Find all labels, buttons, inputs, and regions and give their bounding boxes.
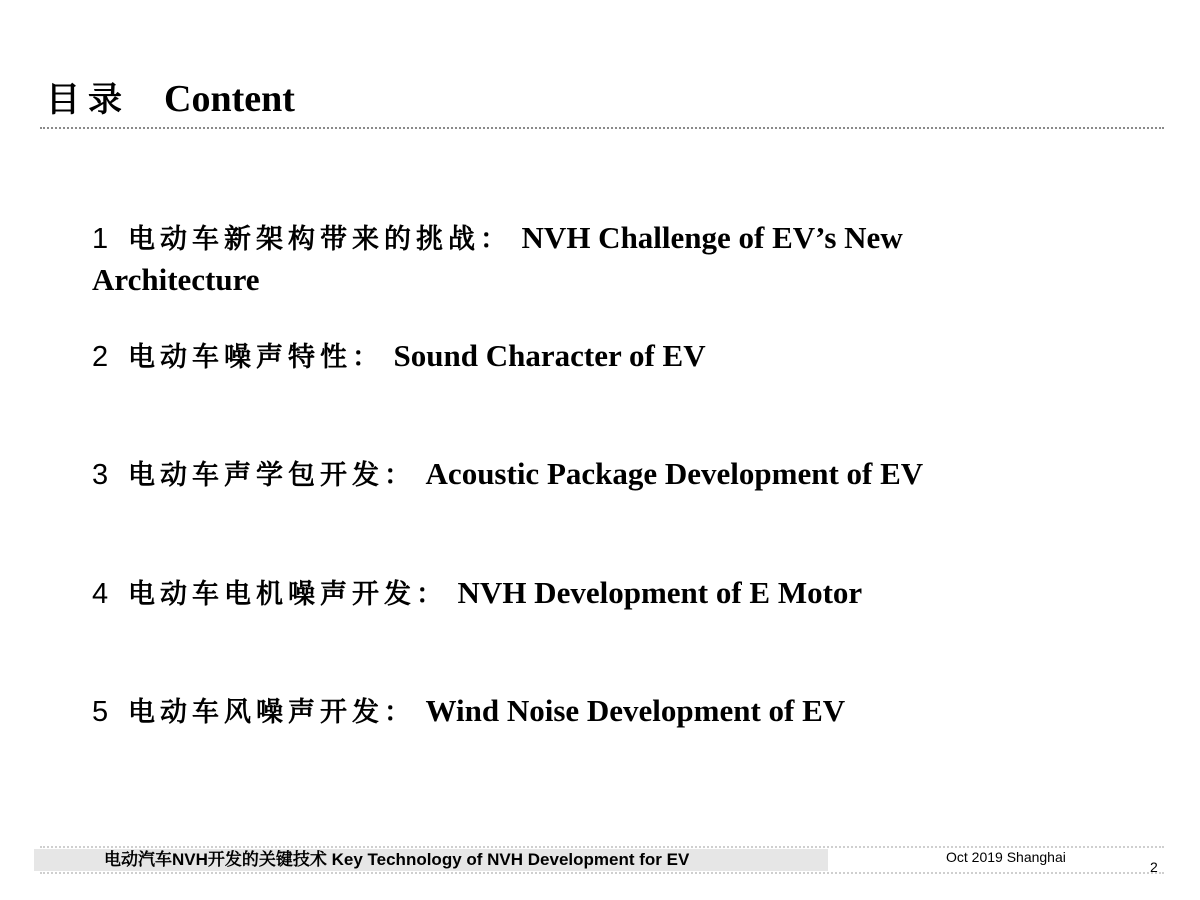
toc-item-number: 1 bbox=[92, 223, 109, 255]
toc-item-number: 4 bbox=[92, 578, 109, 610]
toc-item-chinese: 电动车声学包开发： bbox=[128, 460, 416, 491]
toc-item-5 bbox=[92, 691, 992, 733]
toc-item-english: Wind Noise Development of EV bbox=[425, 693, 846, 728]
footer-divider-bottom bbox=[40, 872, 1164, 874]
toc-item-2 bbox=[92, 336, 992, 378]
title-english: Content bbox=[164, 78, 295, 120]
toc-item-english: Sound Character of EV bbox=[393, 338, 706, 373]
page-number: 2 bbox=[1150, 859, 1158, 875]
title-divider bbox=[40, 127, 1164, 129]
toc-item-english: NVH Challenge of EV’s New Architecture bbox=[92, 220, 903, 297]
toc-item-number: 3 bbox=[92, 459, 109, 491]
toc-item-chinese: 电动车风噪声开发： bbox=[128, 697, 416, 728]
toc-item-4 bbox=[92, 573, 992, 615]
toc-item-number: 2 bbox=[92, 341, 109, 373]
toc-item-1 bbox=[92, 218, 992, 301]
toc-item-number: 5 bbox=[92, 696, 109, 728]
title-chinese: 目录 bbox=[46, 80, 130, 120]
toc-item-chinese: 电动车噪声特性： bbox=[128, 342, 384, 373]
toc-item-english: Acoustic Package Development of EV bbox=[425, 456, 924, 491]
footer-title: 电动汽车NVH开发的关键技术 Key Technology of NVH Development for EV bbox=[104, 850, 690, 869]
toc-item-chinese: 电动车电机噪声开发： bbox=[128, 579, 448, 610]
toc-item-english: NVH Development of E Motor bbox=[457, 575, 863, 610]
footer-date: Oct 2019 Shanghai bbox=[946, 849, 1066, 865]
toc-item-3 bbox=[92, 454, 992, 496]
toc-item-chinese: 电动车新架构带来的挑战： bbox=[128, 224, 512, 255]
slide-title bbox=[46, 72, 295, 124]
